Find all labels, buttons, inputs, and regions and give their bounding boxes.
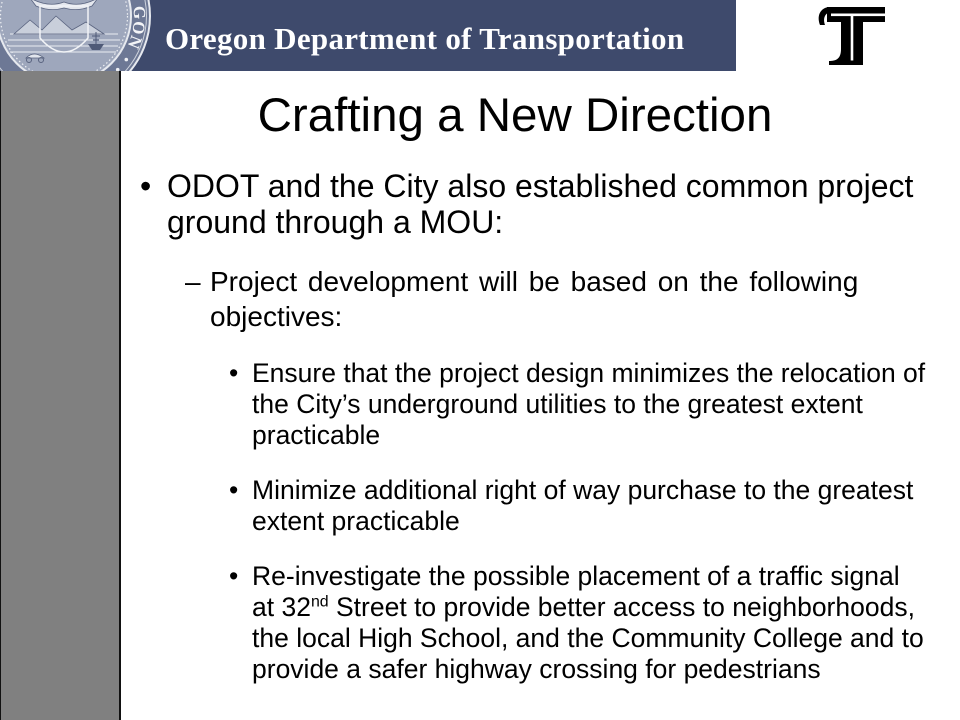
ordinal-suffix: nd bbox=[310, 593, 329, 611]
objective-line: the local High School, and the Community College and to bbox=[252, 623, 924, 653]
objective-line: practicable bbox=[252, 420, 381, 450]
sub-item-line: objectives: bbox=[210, 301, 343, 332]
objective-line: provide a safer highway crossing for pedestrians bbox=[252, 654, 821, 684]
objective-item bbox=[229, 561, 960, 685]
objective-item bbox=[229, 475, 960, 537]
objective-line: the City’s underground utilities to the greatest extent bbox=[252, 389, 863, 419]
slide-title: Crafting a New Direction bbox=[257, 89, 773, 142]
objective-line: Minimize additional right of way purchase to the greatest bbox=[252, 475, 914, 505]
objective-line: extent practicable bbox=[252, 506, 460, 536]
slide-body bbox=[0, 168, 960, 685]
objective-bullet-marker: • bbox=[229, 475, 239, 505]
bullet-marker: • bbox=[140, 168, 152, 204]
organization-name: Oregon Department of Transportation bbox=[165, 21, 685, 56]
objective-line: Ensure that the project design minimizes the relocation of bbox=[252, 358, 926, 388]
sub-item bbox=[185, 264, 960, 334]
bullet-item bbox=[140, 168, 960, 240]
objective-bullet-marker: • bbox=[229, 561, 239, 591]
objective-bullet-marker: • bbox=[229, 358, 239, 388]
header-banner bbox=[0, 0, 736, 71]
bullet-line: ODOT and the City also established common project bbox=[167, 168, 914, 204]
objective-line-text: Street to provide better access to neighborhoods, bbox=[328, 592, 915, 622]
seal-lettering: GON bbox=[123, 5, 150, 53]
oregon-state-seal-icon bbox=[0, 0, 152, 71]
objective-line bbox=[252, 592, 960, 623]
objective-item bbox=[229, 358, 960, 451]
objective-line: Re-investigate the possible placement of a traffic signal bbox=[252, 561, 900, 591]
odot-logo-icon bbox=[815, 3, 887, 67]
sub-item-line: Project development will be based on the following bbox=[210, 266, 859, 297]
objective-line-text: at 32 bbox=[252, 592, 311, 622]
bullet-line: ground through a MOU: bbox=[167, 204, 504, 240]
dash-marker: – bbox=[185, 266, 201, 297]
